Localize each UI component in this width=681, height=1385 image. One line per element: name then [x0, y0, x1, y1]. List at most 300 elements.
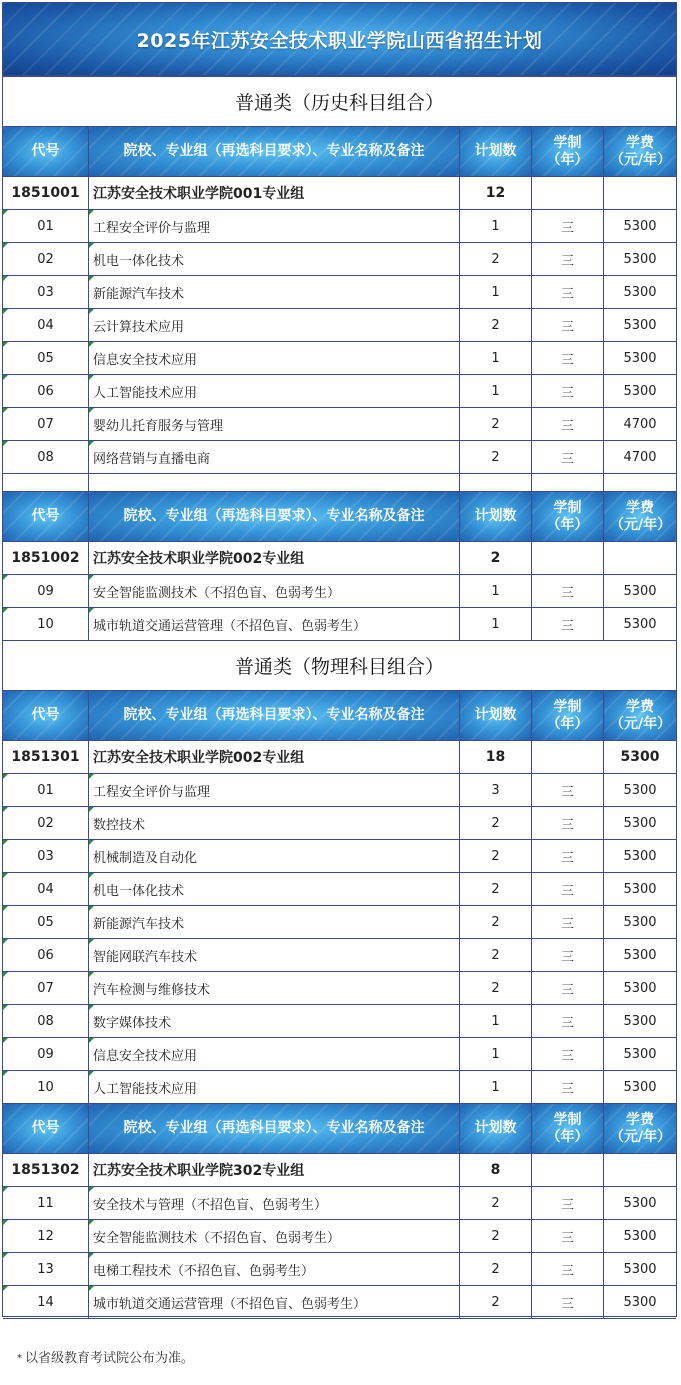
group-row: [3, 542, 676, 575]
cell-comment-marker: [89, 774, 94, 779]
data-years-text: 三: [560, 585, 574, 601]
data-code-text: 04: [37, 317, 54, 333]
data-years-text: 三: [560, 1197, 574, 1213]
data-fee-text: 5300: [623, 815, 657, 831]
data-cell-plan: [460, 939, 532, 972]
data-years-text: 三: [560, 883, 574, 899]
data-years-text: 三: [560, 784, 574, 800]
group-plan-text: 12: [485, 185, 506, 201]
cell-comment-marker: [3, 1220, 8, 1225]
data-cell-fee: [604, 575, 676, 608]
head-name-text: 院校、专业组（再选科目要求）、专业名称及备注: [123, 707, 425, 723]
data-fee-text: 5300: [623, 616, 657, 632]
group-fee-text: 5300: [620, 749, 660, 765]
data-cell-code: [3, 210, 89, 243]
head-cell-years: [532, 691, 604, 741]
data-cell-name: [89, 1253, 460, 1286]
table-row: [3, 375, 676, 408]
data-cell-code: [3, 906, 89, 939]
data-years-text: 三: [560, 1263, 574, 1279]
data-cell-years: [532, 243, 604, 276]
table-row: [3, 608, 676, 641]
data-cell-years: [532, 1071, 604, 1104]
data-cell-plan: [460, 575, 532, 608]
table-row: [3, 1005, 676, 1038]
data-cell-name: [89, 1038, 460, 1071]
data-cell-code: [3, 408, 89, 441]
data-cell-fee: [604, 608, 676, 641]
data-fee-text: 5300: [623, 1046, 657, 1062]
data-code-text: 12: [37, 1228, 54, 1244]
data-cell-plan: [460, 1286, 532, 1319]
group-code-text: 1851002: [11, 550, 80, 566]
data-cell-name: [89, 441, 460, 474]
data-fee-text: 5300: [623, 914, 657, 930]
data-name-text: 安全智能监测技术（不招色盲、色弱考生）: [93, 1230, 341, 1246]
table-row: [3, 441, 676, 474]
head-cell-plan: [460, 492, 532, 542]
group-cell-code: [3, 177, 89, 210]
data-cell-fee: [604, 1187, 676, 1220]
data-cell-years: [532, 939, 604, 972]
data-cell-plan: [460, 243, 532, 276]
cell-comment-marker: [3, 939, 8, 944]
data-code-text: 02: [37, 815, 54, 831]
head-cell-plan: [460, 127, 532, 177]
cell-comment-marker: [89, 873, 94, 878]
data-cell-code: [3, 1286, 89, 1319]
data-cell-name: [89, 1005, 460, 1038]
head-cell-name: [89, 691, 460, 741]
data-code-text: 02: [37, 251, 54, 267]
data-plan-text: 1: [491, 218, 500, 234]
cell-comment-marker: [89, 342, 94, 347]
cell-comment-marker: [3, 1253, 8, 1258]
head-cell-name: [89, 492, 460, 542]
cell-comment-marker: [3, 807, 8, 812]
data-cell-fee: [604, 774, 676, 807]
data-fee-text: 4700: [623, 449, 657, 465]
data-cell-name: [89, 972, 460, 1005]
group-cell-code: [3, 741, 89, 774]
data-cell-years: [532, 972, 604, 1005]
cell-comment-marker: [89, 309, 94, 314]
data-cell-fee: [604, 906, 676, 939]
data-cell-years: [532, 906, 604, 939]
head-cell-fee: [604, 691, 676, 741]
table-row: [3, 243, 676, 276]
data-fee-text: 5300: [623, 1294, 657, 1310]
cell-comment-marker: [89, 210, 94, 215]
group-cell-plan: [460, 542, 532, 575]
data-years-text: 三: [560, 982, 574, 998]
data-code-text: 01: [37, 218, 54, 234]
data-code-text: 08: [37, 1013, 54, 1029]
data-cell-fee: [604, 873, 676, 906]
data-cell-name: [89, 807, 460, 840]
data-cell-years: [532, 210, 604, 243]
data-fee-text: 5300: [623, 980, 657, 996]
data-cell-years: [532, 1220, 604, 1253]
data-fee-text: 5300: [623, 1195, 657, 1211]
data-cell-years: [532, 575, 604, 608]
head-cell-code: [3, 691, 89, 741]
group-cell-fee: [604, 741, 676, 774]
head-plan-text: 计划数: [474, 1120, 517, 1136]
data-cell-code: [3, 1253, 89, 1286]
data-fee-text: 5300: [623, 848, 657, 864]
group-cell-code: [3, 1154, 89, 1187]
data-years-text: 三: [560, 451, 574, 467]
data-cell-plan: [460, 342, 532, 375]
data-code-text: 07: [37, 980, 54, 996]
data-cell-name: [89, 1071, 460, 1104]
group-row: [3, 1154, 676, 1187]
data-code-text: 09: [37, 583, 54, 599]
data-fee-text: 4700: [623, 416, 657, 432]
group-plan-text: 18: [485, 749, 506, 765]
data-name-text: 数控技术: [93, 817, 146, 833]
data-cell-fee: [604, 972, 676, 1005]
data-cell-fee: [604, 375, 676, 408]
data-code-text: 10: [37, 616, 54, 632]
head-years-text: 学制（年）: [546, 1111, 589, 1145]
data-cell-years: [532, 441, 604, 474]
data-cell-code: [3, 342, 89, 375]
data-plan-text: 2: [491, 947, 500, 963]
group-cell-years: [532, 741, 604, 774]
data-fee-text: 5300: [623, 583, 657, 599]
data-name-text: 电梯工程技术（不招色盲、色弱考生）: [93, 1263, 315, 1279]
cell-comment-marker: [3, 1187, 8, 1192]
head-years-text: 学制（年）: [546, 698, 589, 732]
table-row: [3, 309, 676, 342]
data-plan-text: 1: [491, 583, 500, 599]
head-code-text: 代号: [31, 508, 60, 524]
footnote: [17, 1347, 194, 1366]
data-plan-text: 2: [491, 449, 500, 465]
data-cell-name: [89, 309, 460, 342]
data-cell-fee: [604, 441, 676, 474]
group-cell-name: [89, 177, 460, 210]
data-years-text: 三: [560, 850, 574, 866]
data-name-text: 安全技术与管理（不招色盲、色弱考生）: [93, 1197, 328, 1213]
group-cell-fee: [604, 542, 676, 575]
group-row: [3, 177, 676, 210]
data-fee-text: 5300: [623, 947, 657, 963]
data-cell-name: [89, 939, 460, 972]
cell-comment-marker: [89, 1286, 94, 1291]
head-cell-fee: [604, 127, 676, 177]
cell-comment-marker: [3, 243, 8, 248]
data-plan-text: 2: [491, 317, 500, 333]
data-cell-fee: [604, 807, 676, 840]
head-cell-code: [3, 492, 89, 542]
group-cell-name: [89, 542, 460, 575]
data-cell-name: [89, 608, 460, 641]
data-name-text: 城市轨道交通运营管理（不招色盲、色弱考生）: [93, 1296, 367, 1312]
cell-comment-marker: [89, 441, 94, 446]
data-code-text: 06: [37, 947, 54, 963]
data-cell-fee: [604, 342, 676, 375]
group-code-text: 1851001: [11, 185, 80, 201]
data-cell-name: [89, 342, 460, 375]
data-plan-text: 1: [491, 350, 500, 366]
group-cell-plan: [460, 741, 532, 774]
data-cell-name: [89, 906, 460, 939]
data-code-text: 13: [37, 1261, 54, 1277]
data-cell-plan: [460, 906, 532, 939]
data-cell-name: [89, 873, 460, 906]
cell-comment-marker: [89, 575, 94, 580]
group-cell-name: [89, 741, 460, 774]
head-fee-text: 学费（元/年）: [610, 698, 672, 732]
spacer-cell-fee: [604, 474, 676, 492]
data-cell-years: [532, 408, 604, 441]
data-cell-code: [3, 1071, 89, 1104]
data-cell-plan: [460, 1038, 532, 1071]
table-row: [3, 873, 676, 906]
data-cell-years: [532, 1038, 604, 1071]
data-plan-text: 2: [491, 815, 500, 831]
head-cell-name: [89, 1104, 460, 1154]
data-plan-text: 2: [491, 1228, 500, 1244]
cell-comment-marker: [3, 906, 8, 911]
data-cell-fee: [604, 408, 676, 441]
data-plan-text: 2: [491, 881, 500, 897]
data-cell-fee: [604, 1286, 676, 1319]
table-row: [3, 575, 676, 608]
data-cell-name: [89, 375, 460, 408]
group-code-text: 1851301: [11, 749, 80, 765]
data-plan-text: 2: [491, 1261, 500, 1277]
data-cell-code: [3, 575, 89, 608]
data-name-text: 城市轨道交通运营管理（不招色盲、色弱考生）: [93, 618, 367, 634]
data-cell-name: [89, 1187, 460, 1220]
head-cell-plan: [460, 691, 532, 741]
cell-comment-marker: [89, 1220, 94, 1225]
data-cell-years: [532, 840, 604, 873]
cell-comment-marker: [89, 375, 94, 380]
table-row: [3, 774, 676, 807]
data-cell-code: [3, 1005, 89, 1038]
data-name-text: 网络营销与直播电商: [93, 451, 211, 467]
table-row: [3, 972, 676, 1005]
data-cell-code: [3, 1187, 89, 1220]
group-cell-fee: [604, 1154, 676, 1187]
spacer-cell-name: [89, 474, 460, 492]
enrollment-plan-table: [2, 2, 677, 1317]
data-name-text: 数字媒体技术: [93, 1015, 172, 1031]
data-code-text: 03: [37, 284, 54, 300]
data-code-text: 04: [37, 881, 54, 897]
table-row: [3, 408, 676, 441]
data-cell-plan: [460, 375, 532, 408]
cell-comment-marker: [3, 309, 8, 314]
spacer-cell-years: [532, 474, 604, 492]
data-fee-text: 5300: [623, 284, 657, 300]
data-name-text: 新能源汽车技术: [93, 916, 185, 932]
data-years-text: 三: [560, 618, 574, 634]
cell-comment-marker: [89, 1071, 94, 1076]
data-cell-fee: [604, 1253, 676, 1286]
column-header-row: [3, 1104, 676, 1154]
data-cell-name: [89, 408, 460, 441]
asterisk-icon: *: [17, 1353, 22, 1364]
data-cell-fee: [604, 210, 676, 243]
data-years-text: 三: [560, 418, 574, 434]
cell-comment-marker: [3, 375, 8, 380]
data-name-text: 工程安全评价与监理: [93, 784, 211, 800]
data-plan-text: 2: [491, 1294, 500, 1310]
table-row: [3, 1286, 676, 1319]
head-code-text: 代号: [31, 707, 60, 723]
cell-comment-marker: [89, 1005, 94, 1010]
head-years-text: 学制（年）: [546, 134, 589, 168]
group-plan-text: 2: [490, 550, 501, 566]
data-cell-code: [3, 873, 89, 906]
title-banner: [3, 3, 676, 77]
cell-comment-marker: [89, 408, 94, 413]
data-plan-text: 1: [491, 616, 500, 632]
table-row: [3, 906, 676, 939]
cell-comment-marker: [3, 276, 8, 281]
data-name-text: 云计算技术应用: [93, 319, 185, 335]
data-years-text: 三: [560, 352, 574, 368]
group-cell-code: [3, 542, 89, 575]
table-row: [3, 1220, 676, 1253]
cell-comment-marker: [3, 1071, 8, 1076]
data-name-text: 婴幼儿托育服务与管理: [93, 418, 224, 434]
table-row: [3, 840, 676, 873]
cell-comment-marker: [3, 210, 8, 215]
data-code-text: 05: [37, 914, 54, 930]
data-cell-name: [89, 276, 460, 309]
cell-comment-marker: [3, 608, 8, 613]
group-cell-years: [532, 1154, 604, 1187]
data-cell-years: [532, 342, 604, 375]
cell-comment-marker: [89, 1187, 94, 1192]
data-cell-fee: [604, 243, 676, 276]
table-row: [3, 1187, 676, 1220]
data-plan-text: 3: [491, 782, 500, 798]
group-cell-plan: [460, 177, 532, 210]
cell-comment-marker: [3, 1005, 8, 1010]
data-name-text: 汽车检测与维修技术: [93, 982, 211, 998]
data-cell-fee: [604, 840, 676, 873]
data-cell-name: [89, 774, 460, 807]
data-cell-code: [3, 840, 89, 873]
data-years-text: 三: [560, 1048, 574, 1064]
data-cell-plan: [460, 276, 532, 309]
data-cell-plan: [460, 972, 532, 1005]
group-plan-text: 8: [490, 1162, 501, 1178]
footnote-text: 以省级教育考试院公布为准。: [25, 1351, 195, 1366]
data-name-text: 工程安全评价与监理: [93, 220, 211, 236]
cell-comment-marker: [3, 342, 8, 347]
group-cell-plan: [460, 1154, 532, 1187]
data-cell-years: [532, 276, 604, 309]
data-plan-text: 1: [491, 1079, 500, 1095]
data-code-text: 05: [37, 350, 54, 366]
data-cell-fee: [604, 1038, 676, 1071]
data-cell-fee: [604, 1071, 676, 1104]
cell-comment-marker: [89, 1038, 94, 1043]
data-fee-text: 5300: [623, 350, 657, 366]
data-cell-code: [3, 972, 89, 1005]
data-code-text: 09: [37, 1046, 54, 1062]
data-cell-plan: [460, 608, 532, 641]
data-cell-code: [3, 939, 89, 972]
cell-comment-marker: [3, 408, 8, 413]
data-name-text: 人工智能技术应用: [93, 385, 198, 401]
head-cell-fee: [604, 492, 676, 542]
data-years-text: 三: [560, 1296, 574, 1312]
head-name-text: 院校、专业组（再选科目要求）、专业名称及备注: [123, 508, 425, 524]
data-cell-years: [532, 375, 604, 408]
data-plan-text: 2: [491, 1195, 500, 1211]
head-plan-text: 计划数: [474, 143, 517, 159]
data-plan-text: 1: [491, 284, 500, 300]
data-cell-years: [532, 774, 604, 807]
cell-comment-marker: [89, 608, 94, 613]
data-plan-text: 2: [491, 980, 500, 996]
data-cell-fee: [604, 276, 676, 309]
data-years-text: 三: [560, 253, 574, 269]
data-plan-text: 2: [491, 251, 500, 267]
data-years-text: 三: [560, 1230, 574, 1246]
group-cell-name: [89, 1154, 460, 1187]
data-cell-plan: [460, 441, 532, 474]
data-plan-text: 1: [491, 1013, 500, 1029]
section-title: 普通类（历史科目组合）: [3, 77, 676, 127]
head-cell-code: [3, 127, 89, 177]
spacer-cell-code: [3, 474, 89, 492]
group-name-text: 江苏安全技术职业学院002专业组: [93, 551, 305, 567]
data-cell-code: [3, 243, 89, 276]
data-years-text: 三: [560, 949, 574, 965]
data-fee-text: 5300: [623, 1013, 657, 1029]
data-cell-code: [3, 807, 89, 840]
data-years-text: 三: [560, 916, 574, 932]
table-row: [3, 342, 676, 375]
head-fee-text: 学费（元/年）: [610, 1111, 672, 1145]
cell-comment-marker: [89, 276, 94, 281]
data-name-text: 智能网联汽车技术: [93, 949, 198, 965]
data-cell-name: [89, 243, 460, 276]
data-code-text: 08: [37, 449, 54, 465]
head-name-text: 院校、专业组（再选科目要求）、专业名称及备注: [123, 1120, 425, 1136]
head-cell-name: [89, 127, 460, 177]
data-code-text: 03: [37, 848, 54, 864]
group-name-text: 江苏安全技术职业学院001专业组: [93, 186, 305, 202]
data-code-text: 06: [37, 383, 54, 399]
data-cell-fee: [604, 939, 676, 972]
table-row: [3, 1038, 676, 1071]
data-fee-text: 5300: [623, 782, 657, 798]
data-fee-text: 5300: [623, 881, 657, 897]
data-cell-name: [89, 575, 460, 608]
data-cell-plan: [460, 807, 532, 840]
cell-comment-marker: [89, 243, 94, 248]
group-cell-fee: [604, 177, 676, 210]
spacer-row: [3, 474, 676, 492]
data-years-text: 三: [560, 385, 574, 401]
data-fee-text: 5300: [623, 1079, 657, 1095]
data-years-text: 三: [560, 319, 574, 335]
cell-comment-marker: [89, 939, 94, 944]
data-name-text: 新能源汽车技术: [93, 286, 185, 302]
